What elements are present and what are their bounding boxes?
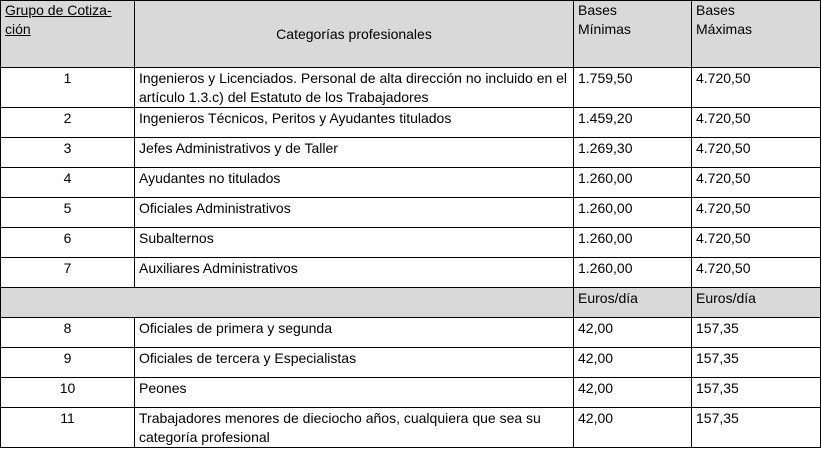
group-cell: 5 bbox=[1, 198, 135, 228]
min-cell: 1.459,20 bbox=[574, 108, 692, 138]
min-cell: 1.269,30 bbox=[574, 138, 692, 168]
max-cell: 157,35 bbox=[692, 348, 821, 378]
table-row bbox=[1, 198, 821, 228]
table-row bbox=[1, 318, 821, 348]
table-row bbox=[1, 168, 821, 198]
max-cell: 157,35 bbox=[692, 378, 821, 408]
header-max-line1: Bases bbox=[696, 2, 735, 18]
max-cell: 4.720,50 bbox=[692, 198, 821, 228]
min-cell: 1.759,50 bbox=[574, 68, 692, 108]
table-row bbox=[1, 138, 821, 168]
category-cell: Peones bbox=[135, 378, 574, 408]
min-cell: 1.260,00 bbox=[574, 228, 692, 258]
header-grupo-line2: ción bbox=[5, 21, 31, 37]
max-cell: 157,35 bbox=[692, 318, 821, 348]
max-cell: 4.720,50 bbox=[692, 68, 821, 108]
table-row bbox=[1, 258, 821, 288]
category-cell: Oficiales de tercera y Especialistas bbox=[135, 348, 574, 378]
category-cell: Jefes Administrativos y de Taller bbox=[135, 138, 574, 168]
header-bases-minimas bbox=[574, 1, 692, 68]
min-unit-cell: Euros/día bbox=[574, 288, 692, 318]
category-cell: Subalternos bbox=[135, 228, 574, 258]
group-cell: 10 bbox=[1, 378, 135, 408]
min-cell: 1.260,00 bbox=[574, 198, 692, 228]
table-row bbox=[1, 228, 821, 258]
category-cell: Ayudantes no titulados bbox=[135, 168, 574, 198]
header-bases-maximas bbox=[692, 1, 821, 68]
group-cell: 3 bbox=[1, 138, 135, 168]
units-row-spacer bbox=[1, 288, 574, 318]
header-grupo-line1: Grupo de Cotiza- bbox=[5, 2, 112, 18]
max-cell: 4.720,50 bbox=[692, 168, 821, 198]
max-cell: 4.720,50 bbox=[692, 138, 821, 168]
min-cell: 42,00 bbox=[574, 408, 692, 448]
group-cell: 8 bbox=[1, 318, 135, 348]
min-cell: 42,00 bbox=[574, 378, 692, 408]
header-categoria: Categorías profesionales bbox=[135, 1, 574, 68]
header-min-line2: Mínimas bbox=[578, 21, 631, 37]
max-cell: 4.720,50 bbox=[692, 258, 821, 288]
table-row bbox=[1, 68, 821, 108]
category-cell: Ingenieros Técnicos, Peritos y Ayudantes titulados bbox=[135, 108, 574, 138]
group-cell: 9 bbox=[1, 348, 135, 378]
max-cell: 4.720,50 bbox=[692, 108, 821, 138]
units-row bbox=[1, 288, 821, 318]
min-cell: 42,00 bbox=[574, 348, 692, 378]
category-cell: Oficiales Administrativos bbox=[135, 198, 574, 228]
max-cell: 4.720,50 bbox=[692, 228, 821, 258]
table-row bbox=[1, 408, 821, 448]
header-row bbox=[1, 1, 821, 68]
max-unit-cell: Euros/día bbox=[692, 288, 821, 318]
header-max-line2: Máximas bbox=[696, 21, 753, 37]
group-cell: 11 bbox=[1, 408, 135, 448]
table-row bbox=[1, 108, 821, 138]
max-cell: 157,35 bbox=[692, 408, 821, 448]
header-grupo bbox=[1, 1, 135, 68]
group-cell: 7 bbox=[1, 258, 135, 288]
table-row bbox=[1, 348, 821, 378]
min-cell: 42,00 bbox=[574, 318, 692, 348]
category-cell: Oficiales de primera y segunda bbox=[135, 318, 574, 348]
group-cell: 6 bbox=[1, 228, 135, 258]
category-cell: Ingenieros y Licenciados. Personal de alta dirección no incluido en el artículo 1.3.c) del Estatuto de los Trabajadores bbox=[135, 68, 574, 108]
group-cell: 4 bbox=[1, 168, 135, 198]
table-row bbox=[1, 378, 821, 408]
group-cell: 1 bbox=[1, 68, 135, 108]
header-min-line1: Bases bbox=[578, 2, 617, 18]
group-cell: 2 bbox=[1, 108, 135, 138]
min-cell: 1.260,00 bbox=[574, 168, 692, 198]
category-cell: Trabajadores menores de dieciocho años, cualquiera que sea su categoría profesional bbox=[135, 408, 574, 448]
min-cell: 1.260,00 bbox=[574, 258, 692, 288]
category-cell: Auxiliares Administrativos bbox=[135, 258, 574, 288]
